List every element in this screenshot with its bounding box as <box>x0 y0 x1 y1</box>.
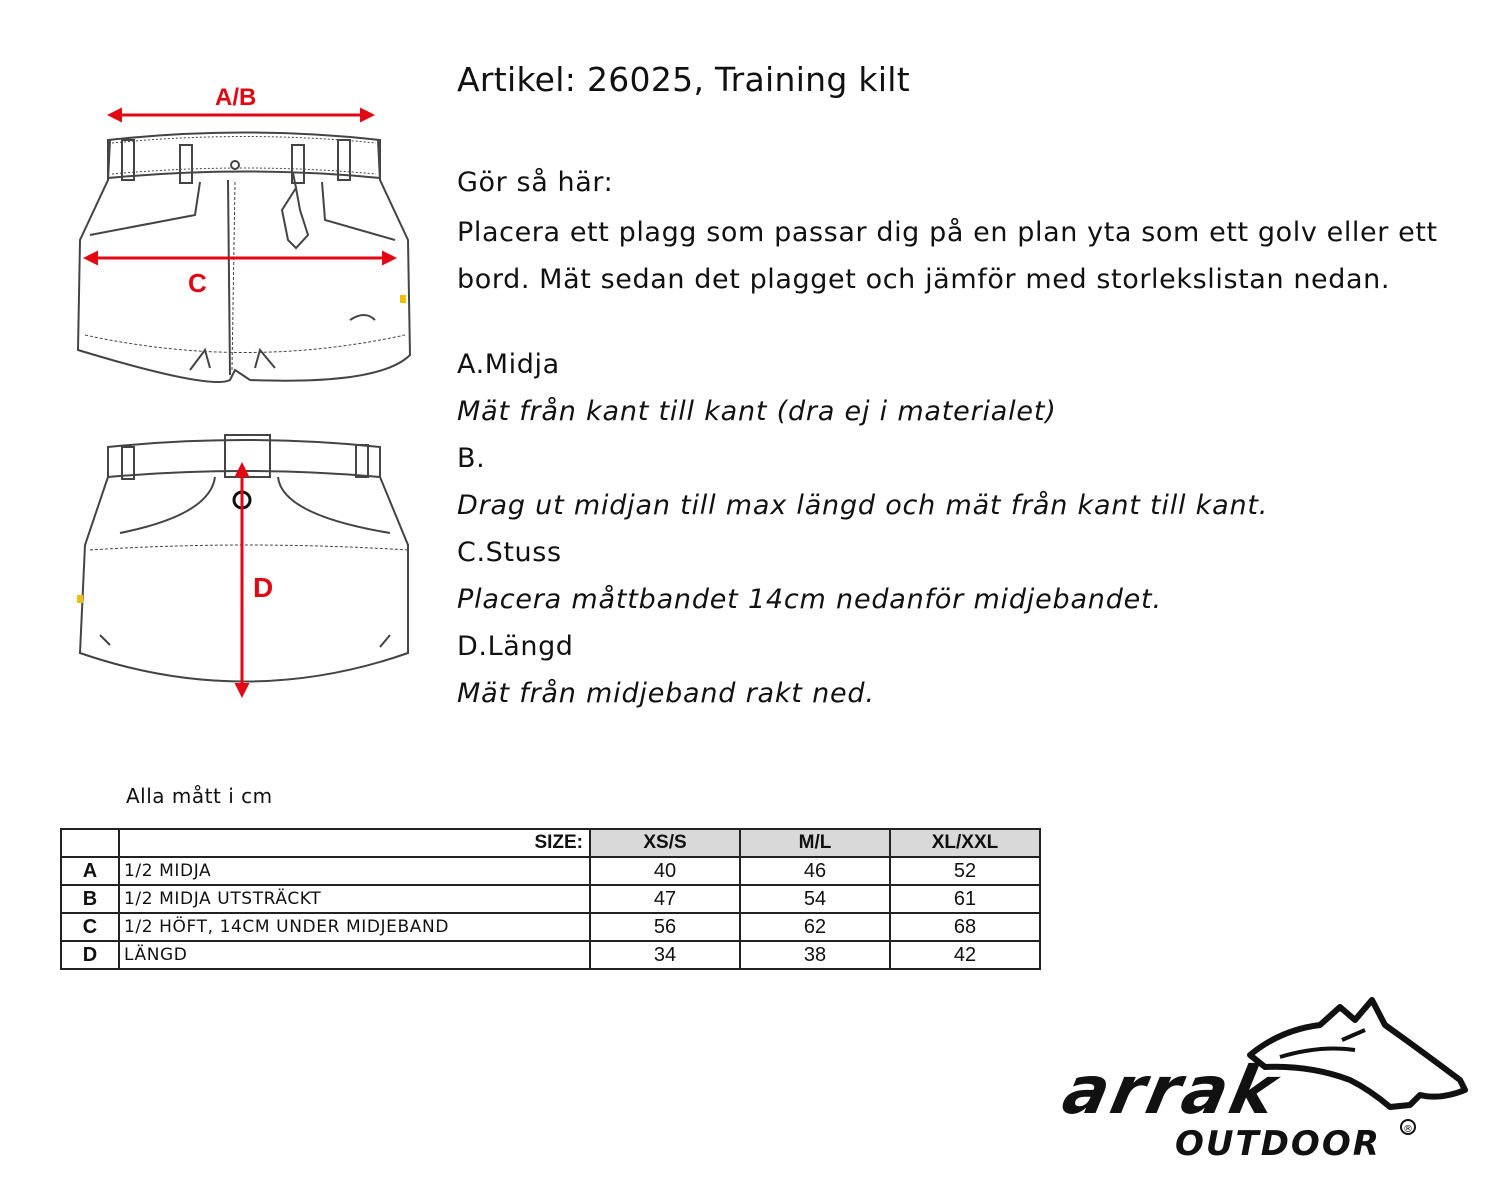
table-cell: 38 <box>740 941 890 969</box>
table-cell: 56 <box>590 913 740 941</box>
measure-d-title: D.Längd <box>457 631 574 662</box>
kilt-back-illustration <box>60 425 430 715</box>
row-letter: D <box>61 941 119 969</box>
measure-c-title: C.Stuss <box>457 537 562 568</box>
howto-line: bord. Mät sedan det plagget och jämför med storlekslistan nedan. <box>457 264 1391 295</box>
table-cell: 52 <box>890 857 1040 885</box>
measuring-instructions <box>457 163 1457 717</box>
size-col-header: XL/XXL <box>890 829 1040 857</box>
measure-c-desc: Placera måttbandet 14cm nedanför midjebandet. <box>457 584 1162 615</box>
size-label: SIZE: <box>119 829 590 857</box>
row-letter: C <box>61 913 119 941</box>
label-d: D <box>253 572 274 603</box>
row-letter: B <box>61 885 119 913</box>
registered-mark: ® <box>1403 1124 1413 1135</box>
article-title: Artikel: 26025, Training kilt <box>457 60 911 99</box>
label-a-b: A/B <box>215 84 257 111</box>
size-chart-table <box>60 828 1041 970</box>
size-col-header: M/L <box>740 829 890 857</box>
table-cell: 46 <box>740 857 890 885</box>
units-note: Alla mått i cm <box>126 784 273 808</box>
table-cell: 34 <box>590 941 740 969</box>
measure-b-title: B. <box>457 443 486 474</box>
howto-line: Placera ett plagg som passar dig på en plan yta som ett golv eller ett <box>457 217 1438 248</box>
row-letter: A <box>61 857 119 885</box>
table-cell: 40 <box>590 857 740 885</box>
table-row <box>61 913 1040 941</box>
table-corner <box>61 829 119 857</box>
measure-b-desc: Drag ut midjan till max längd och mät från kant till kant. <box>457 490 1269 521</box>
table-header-row <box>61 829 1040 857</box>
kilt-front-illustration <box>60 70 430 390</box>
logo-wordmark: arrak <box>1056 1051 1286 1129</box>
table-row <box>61 857 1040 885</box>
size-col-header: XS/S <box>590 829 740 857</box>
howto-text <box>457 209 1457 303</box>
table-cell: 61 <box>890 885 1040 913</box>
row-label: 1/2 MIDJA <box>119 857 590 885</box>
row-label: LÄNGD <box>119 941 590 969</box>
table-cell: 68 <box>890 913 1040 941</box>
table-cell: 47 <box>590 885 740 913</box>
measure-a-desc: Mät från kant till kant (dra ej i materialet) <box>457 396 1057 427</box>
row-label: 1/2 MIDJA UTSTRÄCKT <box>119 885 590 913</box>
table-cell: 54 <box>740 885 890 913</box>
arrak-outdoor-logo <box>1056 995 1470 1170</box>
howto-heading: Gör så här: <box>457 167 614 198</box>
table-row <box>61 941 1040 969</box>
label-c: C <box>188 268 207 298</box>
row-label: 1/2 HÖFT, 14CM UNDER MIDJEBAND <box>119 913 590 941</box>
table-row <box>61 885 1040 913</box>
table-cell: 62 <box>740 913 890 941</box>
measure-a-title: A.Midja <box>457 349 560 380</box>
table-cell: 42 <box>890 941 1040 969</box>
measure-d-desc: Mät från midjeband rakt ned. <box>457 678 875 709</box>
logo-subtitle: OUTDOOR <box>1175 1124 1381 1164</box>
